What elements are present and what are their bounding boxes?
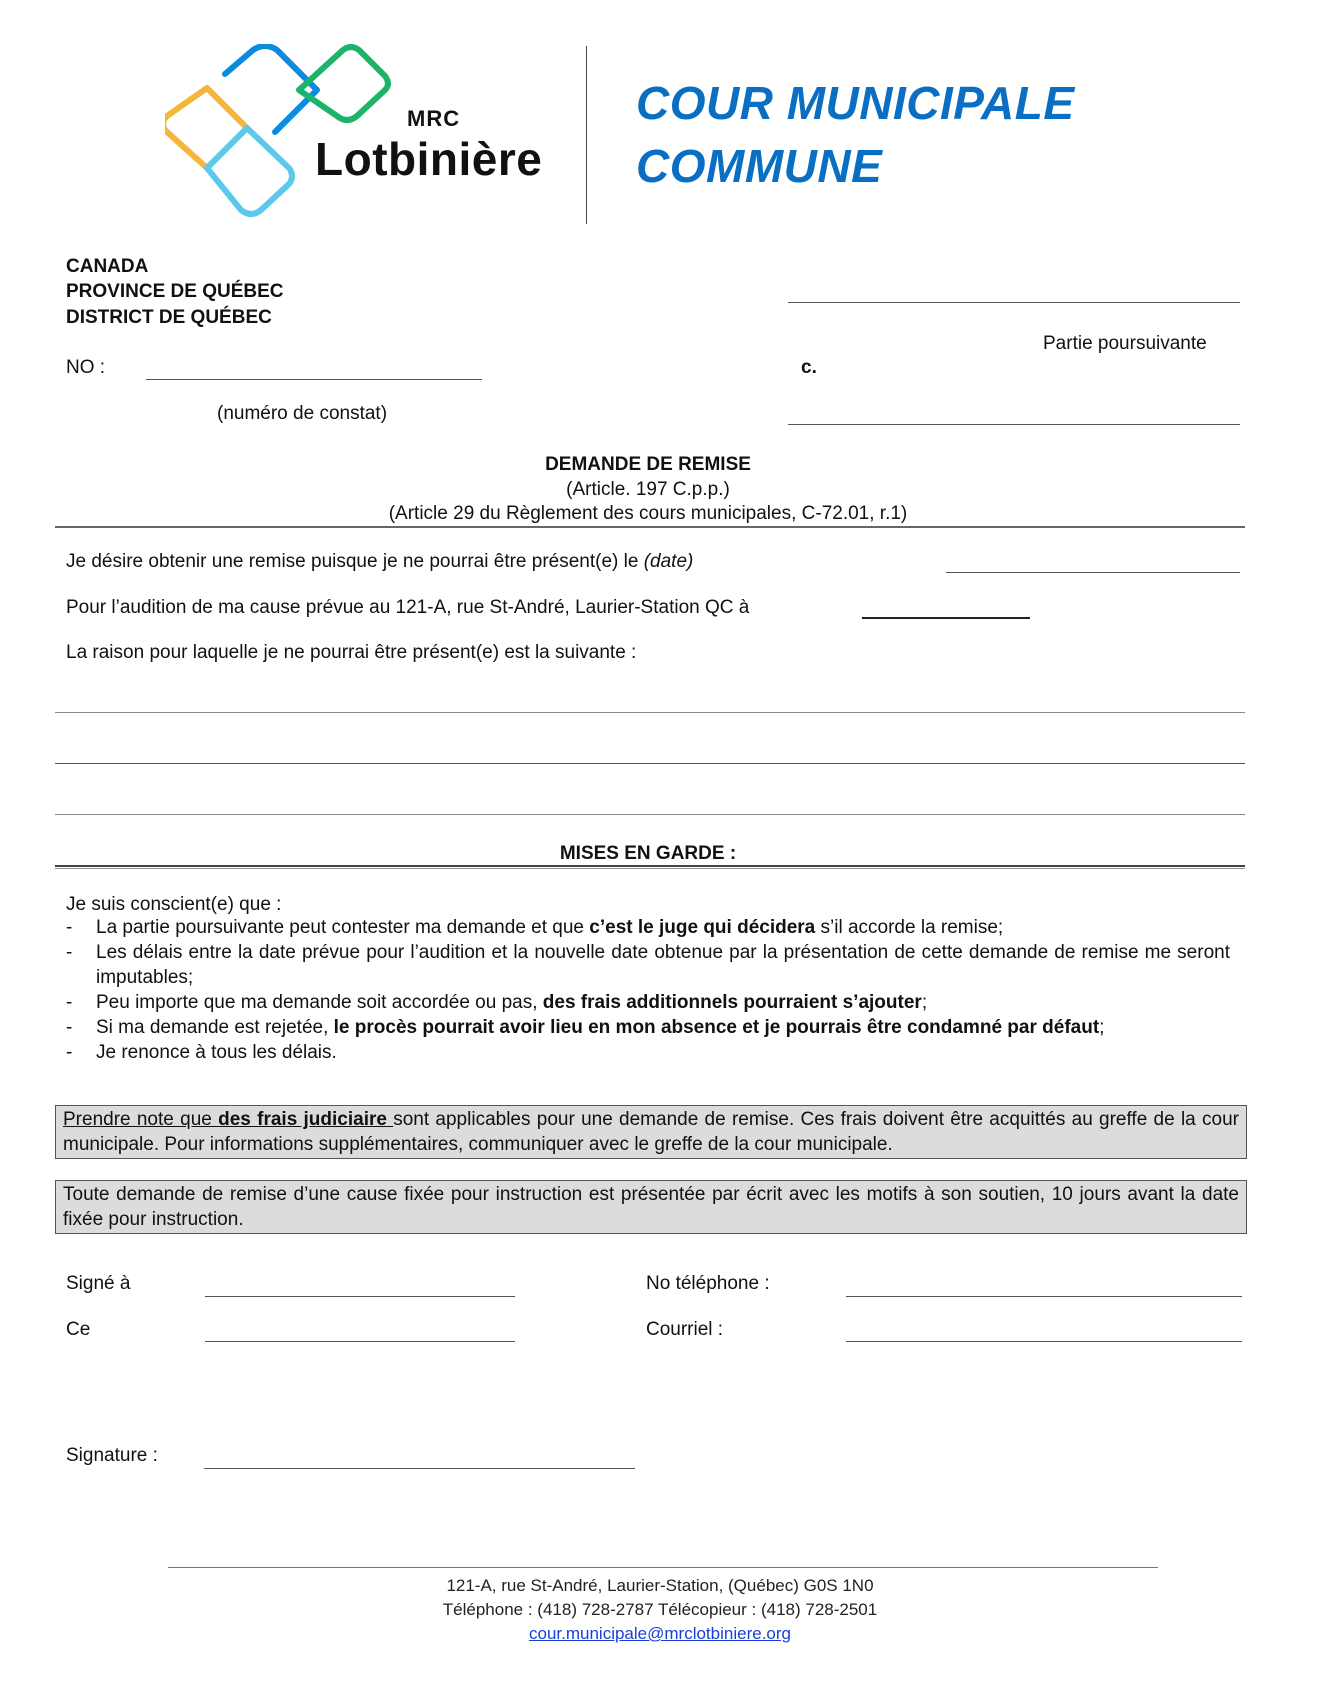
reason-field-2[interactable] [55,763,1245,764]
warning-item: - Je renonce à tous les délais. [66,1042,337,1063]
signed-at-label: Signé à [66,1273,131,1294]
bullet-dash: - [66,942,73,963]
fees-notice [55,1105,1247,1159]
date-signed-field[interactable] [205,1341,515,1342]
form-subtitle-article: (Article. 197 C.p.p.) [566,479,730,500]
court-title-line2: COMMUNE [636,140,883,192]
reason-field-3[interactable] [55,814,1245,815]
deadline-notice-text: Toute demande de remise d’une cause fixée pour instruction est présentée par écrit avec les motifs à son soutien, 10 jours avant la date fixée pour instruction. [63,1184,1239,1230]
bullet-dash: - [66,1042,73,1063]
defendant-field[interactable] [788,424,1240,425]
request-date-line [66,550,693,574]
warning-item: - Les délais entre la date prévue pour l’audition et la nouvelle date obtenue par la présentation de cette demande de remise me seront imputables; [66,942,1230,988]
jurisdiction-district: DISTRICT DE QUÉBEC [66,307,272,328]
phone-label: No téléphone : [646,1273,770,1294]
warnings-list [66,915,1236,1065]
bullet-dash: - [66,917,73,938]
logo-diamond-yellow [165,88,247,168]
warning-item: - Si ma demande est rejetée, le procès pourrait avoir lieu en mon absence et je pourrais être condamné par défaut; [66,1017,1105,1038]
logo-mrc-text: MRC [407,106,461,131]
no-field[interactable] [146,379,482,380]
form-subtitle-regulation: (Article 29 du Règlement des cours municipales, C-72.01, r.1) [388,503,908,524]
no-caption: (numéro de constat) [217,403,388,424]
jurisdiction-province: PROVINCE DE QUÉBEC [66,281,284,302]
jurisdiction-canada: CANADA [66,256,149,277]
time-field[interactable] [862,617,1030,619]
bullet-dash: - [66,992,73,1013]
request-date-hint: (date) [643,551,694,572]
form-title: DEMANDE DE REMISE [545,454,751,475]
warning-item: - La partie poursuivante peut contester ma demande et que c’est le juge qui décidera s’il accorde la remise; [66,917,1004,938]
footer-divider [168,1567,1158,1568]
warnings-divider-bottom [55,868,1245,869]
warnings-divider-top [55,865,1245,867]
warnings-heading: MISES EN GARDE : [559,843,737,864]
court-title-line1: COUR MUNICIPALE [636,77,1075,129]
fees-notice-pre: Prendre note que [63,1109,219,1130]
logo-name-text: Lotbinière [315,133,543,185]
reason-field-1[interactable] [55,712,1245,713]
warnings-intro: Je suis conscient(e) que : [66,894,282,915]
prosecuting-party-field[interactable] [788,302,1240,303]
deadline-notice [55,1180,1247,1234]
email-label: Courriel : [646,1319,724,1340]
request-date-text: Je désire obtenir une remise puisque je ne pourrai être présent(e) le [66,551,644,572]
email-field[interactable] [846,1341,1242,1342]
logo-diamond-lightblue [207,128,292,214]
footer-email-row [0,1622,1320,1646]
footer-address: 121-A, rue St-André, Laurier-Station, (Québec) G0S 1N0 [446,1576,874,1595]
date-field[interactable] [946,572,1240,573]
footer-phones: Téléphone : (418) 728-2787 Télécopieur : (418) 728-2501 [442,1600,878,1619]
signed-at-field[interactable] [205,1296,515,1297]
fees-notice-post: sont applicables pour une demande de remise. Ces frais doivent être acquittés au greffe de la cour municipale. Pour informations supplémentaires, communiquer avec le greffe de la cour municipale. [63,1109,1239,1155]
fees-notice-bold: des frais judiciaire [218,1109,394,1130]
request-reason-text: La raison pour laquelle je ne pourrai être présent(e) est la suivante : [66,642,637,663]
versus-label: c. [801,357,817,378]
signature-label: Signature : [66,1445,158,1466]
footer-email-link[interactable]: cour.municipale@mrclotbiniere.org [529,1624,791,1643]
header-divider [586,46,587,224]
no-label: NO : [66,357,106,378]
signature-field[interactable] [204,1468,635,1469]
date-signed-label: Ce [66,1319,91,1340]
phone-field[interactable] [846,1296,1242,1297]
prosecuting-party-label: Partie poursuivante [1043,333,1207,354]
request-location-text: Pour l’audition de ma cause prévue au 121-A, rue St-André, Laurier-Station QC à [66,597,750,618]
title-divider [55,526,1245,528]
warning-item: - Peu importe que ma demande soit accordée ou pas, des frais additionnels pourraient s’ajouter; [66,992,928,1013]
mrc-logo [165,44,565,219]
bullet-dash: - [66,1017,73,1038]
